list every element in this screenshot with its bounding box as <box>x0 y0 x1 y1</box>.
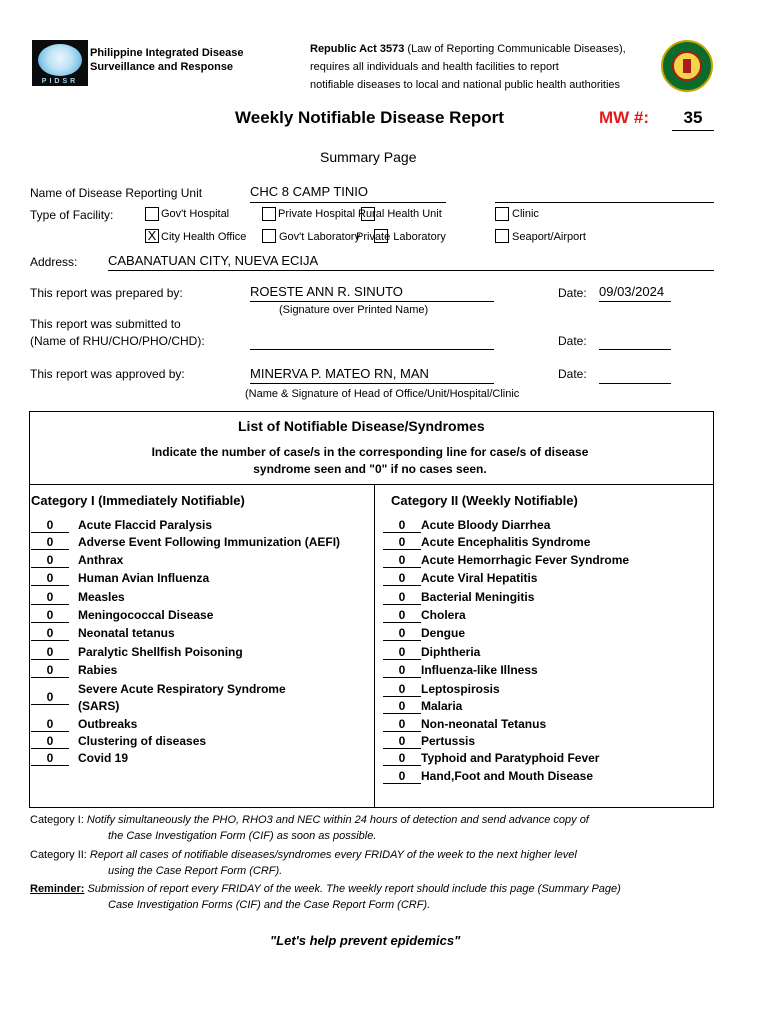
slogan: "Let's help prevent epidemics" <box>270 933 461 948</box>
case-count-input[interactable]: 0 <box>383 535 421 550</box>
facility-option-label: Private Laboratory <box>356 231 446 243</box>
instruction-line-1: Indicate the number of case/s in the corresponding line for case/s of disease <box>151 445 589 459</box>
disease-name: Paralytic Shellfish Poisoning <box>78 645 243 659</box>
case-count-input[interactable]: 0 <box>383 590 421 605</box>
case-count-input[interactable]: 0 <box>31 626 69 641</box>
approved-field[interactable]: MINERVA P. MATEO RN, MAN <box>250 366 494 384</box>
approved-caption: (Name & Signature of Head of Office/Unit/Hospital/Clinic <box>245 388 520 400</box>
disease-name: Anthrax <box>78 553 124 567</box>
ra-line-2: requires all individuals and health facilities to report <box>310 61 559 73</box>
disease-name: Acute Viral Hepatitis <box>421 571 538 585</box>
address-field[interactable]: CABANATUAN CITY, NUEVA ECIJA <box>108 253 714 271</box>
note-category-2 <box>30 847 730 879</box>
submitted-label-2: (Name of RHU/CHO/PHO/CHD): <box>30 334 205 348</box>
prepared-label: This report was prepared by: <box>30 286 183 300</box>
disease-name: Severe Acute Respiratory Syndrome <box>78 682 286 696</box>
disease-name: Acute Hemorrhagic Fever Syndrome <box>421 553 630 567</box>
case-count-input[interactable]: 0 <box>383 553 421 568</box>
case-count-input[interactable]: 0 <box>31 590 69 605</box>
case-count-input[interactable]: 0 <box>383 571 421 586</box>
submitted-label-1: This report was submitted to <box>30 317 181 331</box>
case-count-input[interactable]: 0 <box>31 553 69 568</box>
note-cat1-text2: the Case Investigation Form (CIF) as soon as possible. <box>108 830 377 842</box>
org-line-2: Surveillance and Response <box>90 61 234 73</box>
disease-name: Influenza-like Illness <box>421 663 538 677</box>
unit-extra-field[interactable] <box>495 184 714 203</box>
list-header-divider <box>29 484 714 485</box>
ra-rest: (Law of Reporting Communicable Diseases), <box>404 43 626 55</box>
reminder-text1: Submission of report every FRIDAY of the week. The weekly report should include this page (Summary Page) <box>87 883 621 895</box>
disease-name: Outbreaks <box>78 717 138 731</box>
case-count-input[interactable]: 0 <box>31 608 69 623</box>
facility-checkbox-clinic[interactable] <box>495 207 509 221</box>
facility-option-label: Seaport/Airport <box>512 231 586 243</box>
submitted-field[interactable] <box>250 332 494 350</box>
case-count-input[interactable]: 0 <box>31 690 69 705</box>
note-cat2-text2: using the Case Report Form (CRF). <box>108 865 283 877</box>
case-count-input[interactable]: 0 <box>31 751 69 766</box>
disease-name: Acute Encephalitis Syndrome <box>421 535 591 549</box>
approved-date-label: Date: <box>558 367 587 381</box>
doh-seal-icon <box>661 40 713 92</box>
facility-option-label: Gov't Laboratory <box>279 231 360 243</box>
page-subtitle: Summary Page <box>320 149 417 165</box>
ra-line-3: notifiable diseases to local and national public health authorities <box>310 79 621 91</box>
org-line-1: Philippine Integrated Disease <box>90 47 244 59</box>
approved-date-field[interactable] <box>599 366 671 384</box>
disease-name: Measles <box>78 590 125 604</box>
ra-bold: Republic Act 3573 <box>310 43 405 55</box>
republic-act-note <box>310 40 650 94</box>
case-count-input[interactable]: 0 <box>31 645 69 660</box>
mw-label: MW #: <box>599 108 650 127</box>
disease-name: Pertussis <box>421 734 476 748</box>
unit-field[interactable]: CHC 8 CAMP TINIO <box>250 184 446 203</box>
case-count-input[interactable]: 0 <box>383 717 421 732</box>
facility-checkbox-city-health-office[interactable]: X <box>145 229 159 243</box>
case-count-input[interactable]: 0 <box>383 518 421 533</box>
note-cat1-text1: Notify simultaneously the PHO, RHO3 and NEC within 24 hours of detection and send advance copy of <box>86 814 589 826</box>
facility-checkbox-govt-laboratory[interactable] <box>262 229 276 243</box>
facility-option-label: Private Hospital <box>278 208 356 220</box>
disease-name: Dengue <box>421 626 466 640</box>
disease-name: Cholera <box>421 608 466 622</box>
category-1-title: Category I (Immediately Notifiable) <box>31 493 245 508</box>
prepared-field[interactable]: ROESTE ANN R. SINUTO <box>250 284 494 302</box>
facility-option-label: Gov't Hospital <box>161 208 230 220</box>
prepared-date-label: Date: <box>558 286 587 300</box>
case-count-input[interactable]: 0 <box>383 682 421 697</box>
address-label: Address: <box>30 255 78 269</box>
disease-name: Adverse Event Following Immunization (AEFI) <box>78 535 341 549</box>
disease-name: Covid 19 <box>78 751 129 765</box>
ra-line-1 <box>310 40 650 58</box>
instruction-line-2: syndrome seen and "0" if no cases seen. <box>253 462 487 476</box>
disease-name: Malaria <box>421 699 463 713</box>
case-count-input[interactable]: 0 <box>383 769 421 784</box>
note-cat2-text1: Report all cases of notifiable diseases/syndromes every FRIDAY of the week to the next higher level <box>89 849 577 861</box>
disease-name-continued: (SARS) <box>78 699 120 713</box>
facility-option-label: City Health Office <box>161 231 247 243</box>
case-count-input[interactable]: 0 <box>31 518 69 533</box>
approved-label: This report was approved by: <box>30 367 185 381</box>
note-cat2-label: Category II: <box>30 849 87 861</box>
facility-label: Type of Facility: <box>30 208 114 222</box>
category-2-title: Category II (Weekly Notifiable) <box>391 493 578 508</box>
disease-name: Meningococcal Disease <box>78 608 214 622</box>
case-count-input[interactable]: 0 <box>31 717 69 732</box>
disease-name: Rabies <box>78 663 118 677</box>
disease-name: Non-neonatal Tetanus <box>421 717 547 731</box>
facility-checkbox-govt-hospital[interactable] <box>145 207 159 221</box>
case-count-input[interactable]: 0 <box>383 734 421 749</box>
disease-name: Leptospirosis <box>421 682 500 696</box>
case-count-input[interactable]: 0 <box>383 663 421 678</box>
prepared-caption: (Signature over Printed Name) <box>279 304 429 316</box>
facility-checkbox-seaport-airport[interactable] <box>495 229 509 243</box>
org-name <box>90 46 270 74</box>
case-count-input[interactable]: 0 <box>383 608 421 623</box>
case-count-input[interactable]: 0 <box>31 571 69 586</box>
note-cat1-label: Category I: <box>30 814 84 826</box>
submitted-date-label: Date: <box>558 334 587 348</box>
note-category-1 <box>30 812 730 844</box>
list-instruction <box>120 444 620 478</box>
case-count-input[interactable]: 0 <box>383 645 421 660</box>
case-count-input[interactable]: 0 <box>31 734 69 749</box>
disease-name: Hand,Foot and Mouth Disease <box>421 769 594 783</box>
facility-checkbox-private-hospital[interactable] <box>262 207 276 221</box>
case-count-input[interactable]: 0 <box>383 626 421 641</box>
disease-name: Human Avian Influenza <box>78 571 210 585</box>
disease-name: Clustering of diseases <box>78 734 207 748</box>
disease-name: Neonatal tetanus <box>78 626 175 640</box>
disease-name: Diphtheria <box>421 645 481 659</box>
facility-option-label: Clinic <box>512 208 539 220</box>
disease-name: Acute Flaccid Paralysis <box>78 518 213 532</box>
disease-name: Bacterial Meningitis <box>421 590 535 604</box>
submitted-date-field[interactable] <box>599 332 671 350</box>
category-divider <box>374 484 375 808</box>
pidsr-globe-icon <box>38 44 82 76</box>
case-count-input[interactable]: 0 <box>383 699 421 714</box>
reminder-text2: Case Investigation Forms (CIF) and the Case Report Form (CRF). <box>108 899 431 911</box>
disease-name: Typhoid and Paratyphoid Fever <box>421 751 600 765</box>
case-count-input[interactable]: 0 <box>31 663 69 678</box>
logo-text: PIDSR <box>41 78 79 85</box>
list-title: List of Notifiable Disease/Syndromes <box>238 418 485 434</box>
disease-name: Acute Bloody Diarrhea <box>421 518 551 532</box>
case-count-input[interactable]: 0 <box>383 751 421 766</box>
report-title: Weekly Notifiable Disease Report <box>235 108 504 127</box>
case-count-input[interactable]: 0 <box>31 535 69 550</box>
facility-option-label: Rural Health Unit <box>358 208 442 220</box>
prepared-date-field[interactable]: 09/03/2024 <box>599 284 671 302</box>
pidsr-logo <box>32 40 88 86</box>
reminder-label: Reminder: <box>30 883 85 895</box>
unit-label: Name of Disease Reporting Unit <box>30 186 203 200</box>
note-reminder <box>30 881 750 913</box>
mw-value[interactable]: 35 <box>672 108 714 131</box>
